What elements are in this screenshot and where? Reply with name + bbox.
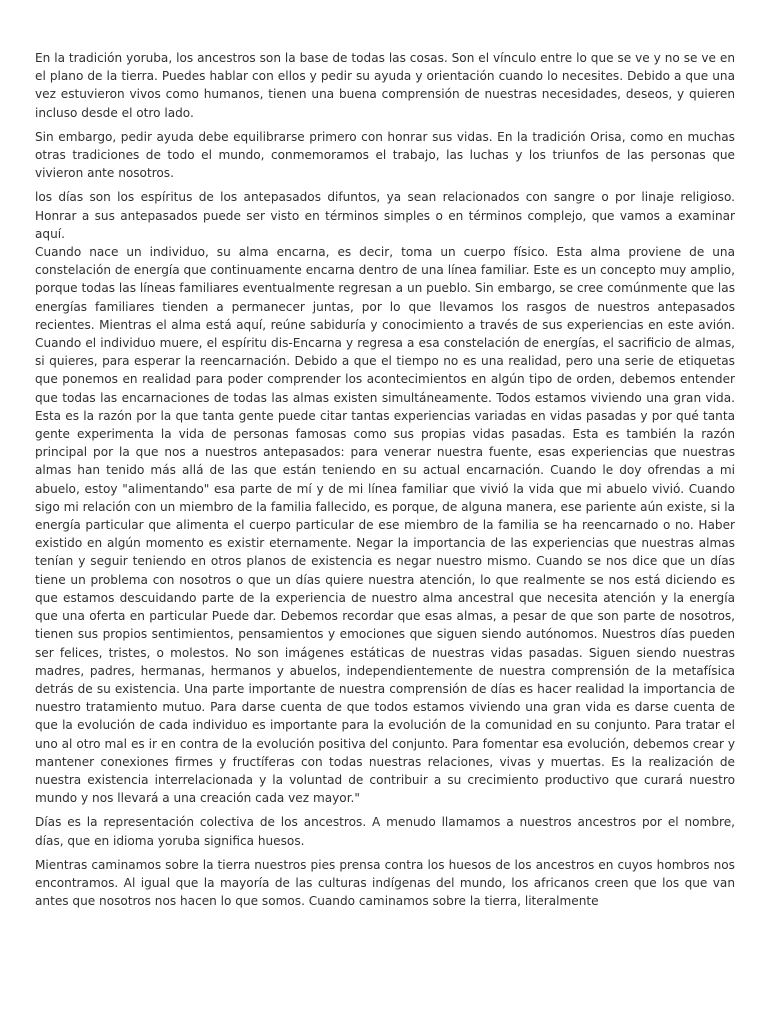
paragraph-5: Días es la representación colectiva de los ancestros. A menudo llamamos a nuestros ancestros por el nombre, días, que en idioma yoruba significa huesos. (35, 815, 735, 848)
paragraph-1: En la tradición yoruba, los ancestros son la base de todas las cosas. Son el vínculo entre lo que se ve y no se ve en el plano de la tierra. Puedes hablar con ellos y pedir su ayuda y orientación cuando lo necesites. Debido a que una vez estuvieron vivos como humanos, tienen una buena comprensión de nuestras necesidades, deseos, y quieren incluso desde el otro lado. (35, 51, 735, 120)
paragraph-4: Cuando nace un individuo, su alma encarna, es decir, toma un cuerpo físico. Esta alma proviene de una constelación de energía que continuamente encarna dentro de una línea familiar. Este es un concepto muy amplio, porque todas las líneas familiares eventualmente regresan a un pueblo. Sin embargo, se cree comúnmente que las energías familiares tienden a permanecer juntas, por lo que llevamos los rasgos de nuestros antepasados recientes. Mientras el alma está aquí, reúne sabiduría y conocimiento a través de sus experiencias en este avión. Cuando el individuo muere, el espíritu dis-Encarna y regresa a esa constelación de energías, el sacrificio de almas, si quieres, para esperar la reencarnación. Debido a que el tiempo no es una realidad, pero una serie de etiquetas que ponemos en realidad para poder comprender los acontecimientos en algún tipo de orden, debemos entender que todas las encarnaciones de todas las almas existen simultáneamente. Todos estamos viviendo una gran vida. Esta es la razón por la que tanta gente puede citar tantas experiencias variadas en vidas pasadas y por qué tanta gente experimenta la vida de personas famosas como sus propias vidas pasadas. Esta es también la razón principal por la que nos a nuestros antepasados: para venerar nuestra fuente, esas experiencias que nuestras almas han tenido más allá de las que están teniendo en su actual encarnación. Cuando le doy ofrendas a mi abuelo, estoy "alimentando" esa parte de mí y de mi línea familiar que vivió la vida que mi abuelo vivió. Cuando sigo mi relación con un miembro de la familia fallecido, es porque, de alguna manera, ese pariente aún existe, si la energía particular que alimenta el cuerpo particular de ese miembro de la familia se ha reencarnado o no. Haber existido en algún momento es existir eternamente. Negar la importancia de las experiencias que nuestras almas tenían y seguir teniendo en otros planos de existencia es negar nuestro mismo. Cuando se nos dice que un días tiene un problema con nosotros o que un días quiere nuestra atención, lo que realmente se nos está diciendo es que estamos descuidando parte de la experiencia de nuestro alma ancestral que necesita atención y la energía que una oferta en particular Puede dar. Debemos recordar que esas almas, a pesar de que son parte de nosotros, tienen sus propios sentimientos, pensamientos y emociones que siguen siendo autónomos. Nuestros días pueden ser felices, tristes, o molestos. No son imágenes estáticas de nuestras vidas pasadas. Siguen siendo nuestras madres, padres, hermanas, hermanos y abuelos, independientemente de nuestra comprensión de la metafísica detrás de su existencia. Una parte importante de nuestra comprensión de días es hacer realidad la importancia de nuestro tratamiento mutuo. Para darse cuenta de que todos estamos viviendo una gran vida es darse cuenta de que la evolución de cada individuo es importante para la evolución de la comunidad en su conjunto. Para tratar el uno al otro mal es ir en contra de la evolución positiva del conjunto. Para fomentar esa evolución, debemos crear y mantener conexiones firmes y fructíferas con todas nuestras relaciones, vivas y muertas. Es la realización de nuestra existencia interrelacionada y la voluntad de contribuir a su crecimiento productivo que curará nuestro mundo y nos llevará a una creación cada vez mayor." (35, 245, 735, 806)
paragraph-2: Sin embargo, pedir ayuda debe equilibrarse primero con honrar sus vidas. En la tradición Orisa, como en muchas otras tradiciones de todo el mundo, conmemoramos el trabajo, las luchas y los triunfos de las personas que vivieron ante nosotros. (35, 129, 735, 181)
paragraph-6: Mientras caminamos sobre la tierra nuestros pies prensa contra los huesos de los ancestros en cuyos hombros nos encontramos. Al igual que la mayoría de las culturas indígenas del mundo, los africanos creen que los que van antes que nosotros nos hacen lo que somos. Cuando caminamos sobre la tierra, literalmente (35, 857, 735, 909)
body-text (35, 49, 735, 916)
paragraph-3: los días son los espíritus de los antepasados difuntos, ya sean relacionados con sangre o por linaje religioso. Honrar a sus antepasados puede ser visto en términos simples o en términos complejo, que vamos a examinar aquí. (35, 190, 735, 241)
